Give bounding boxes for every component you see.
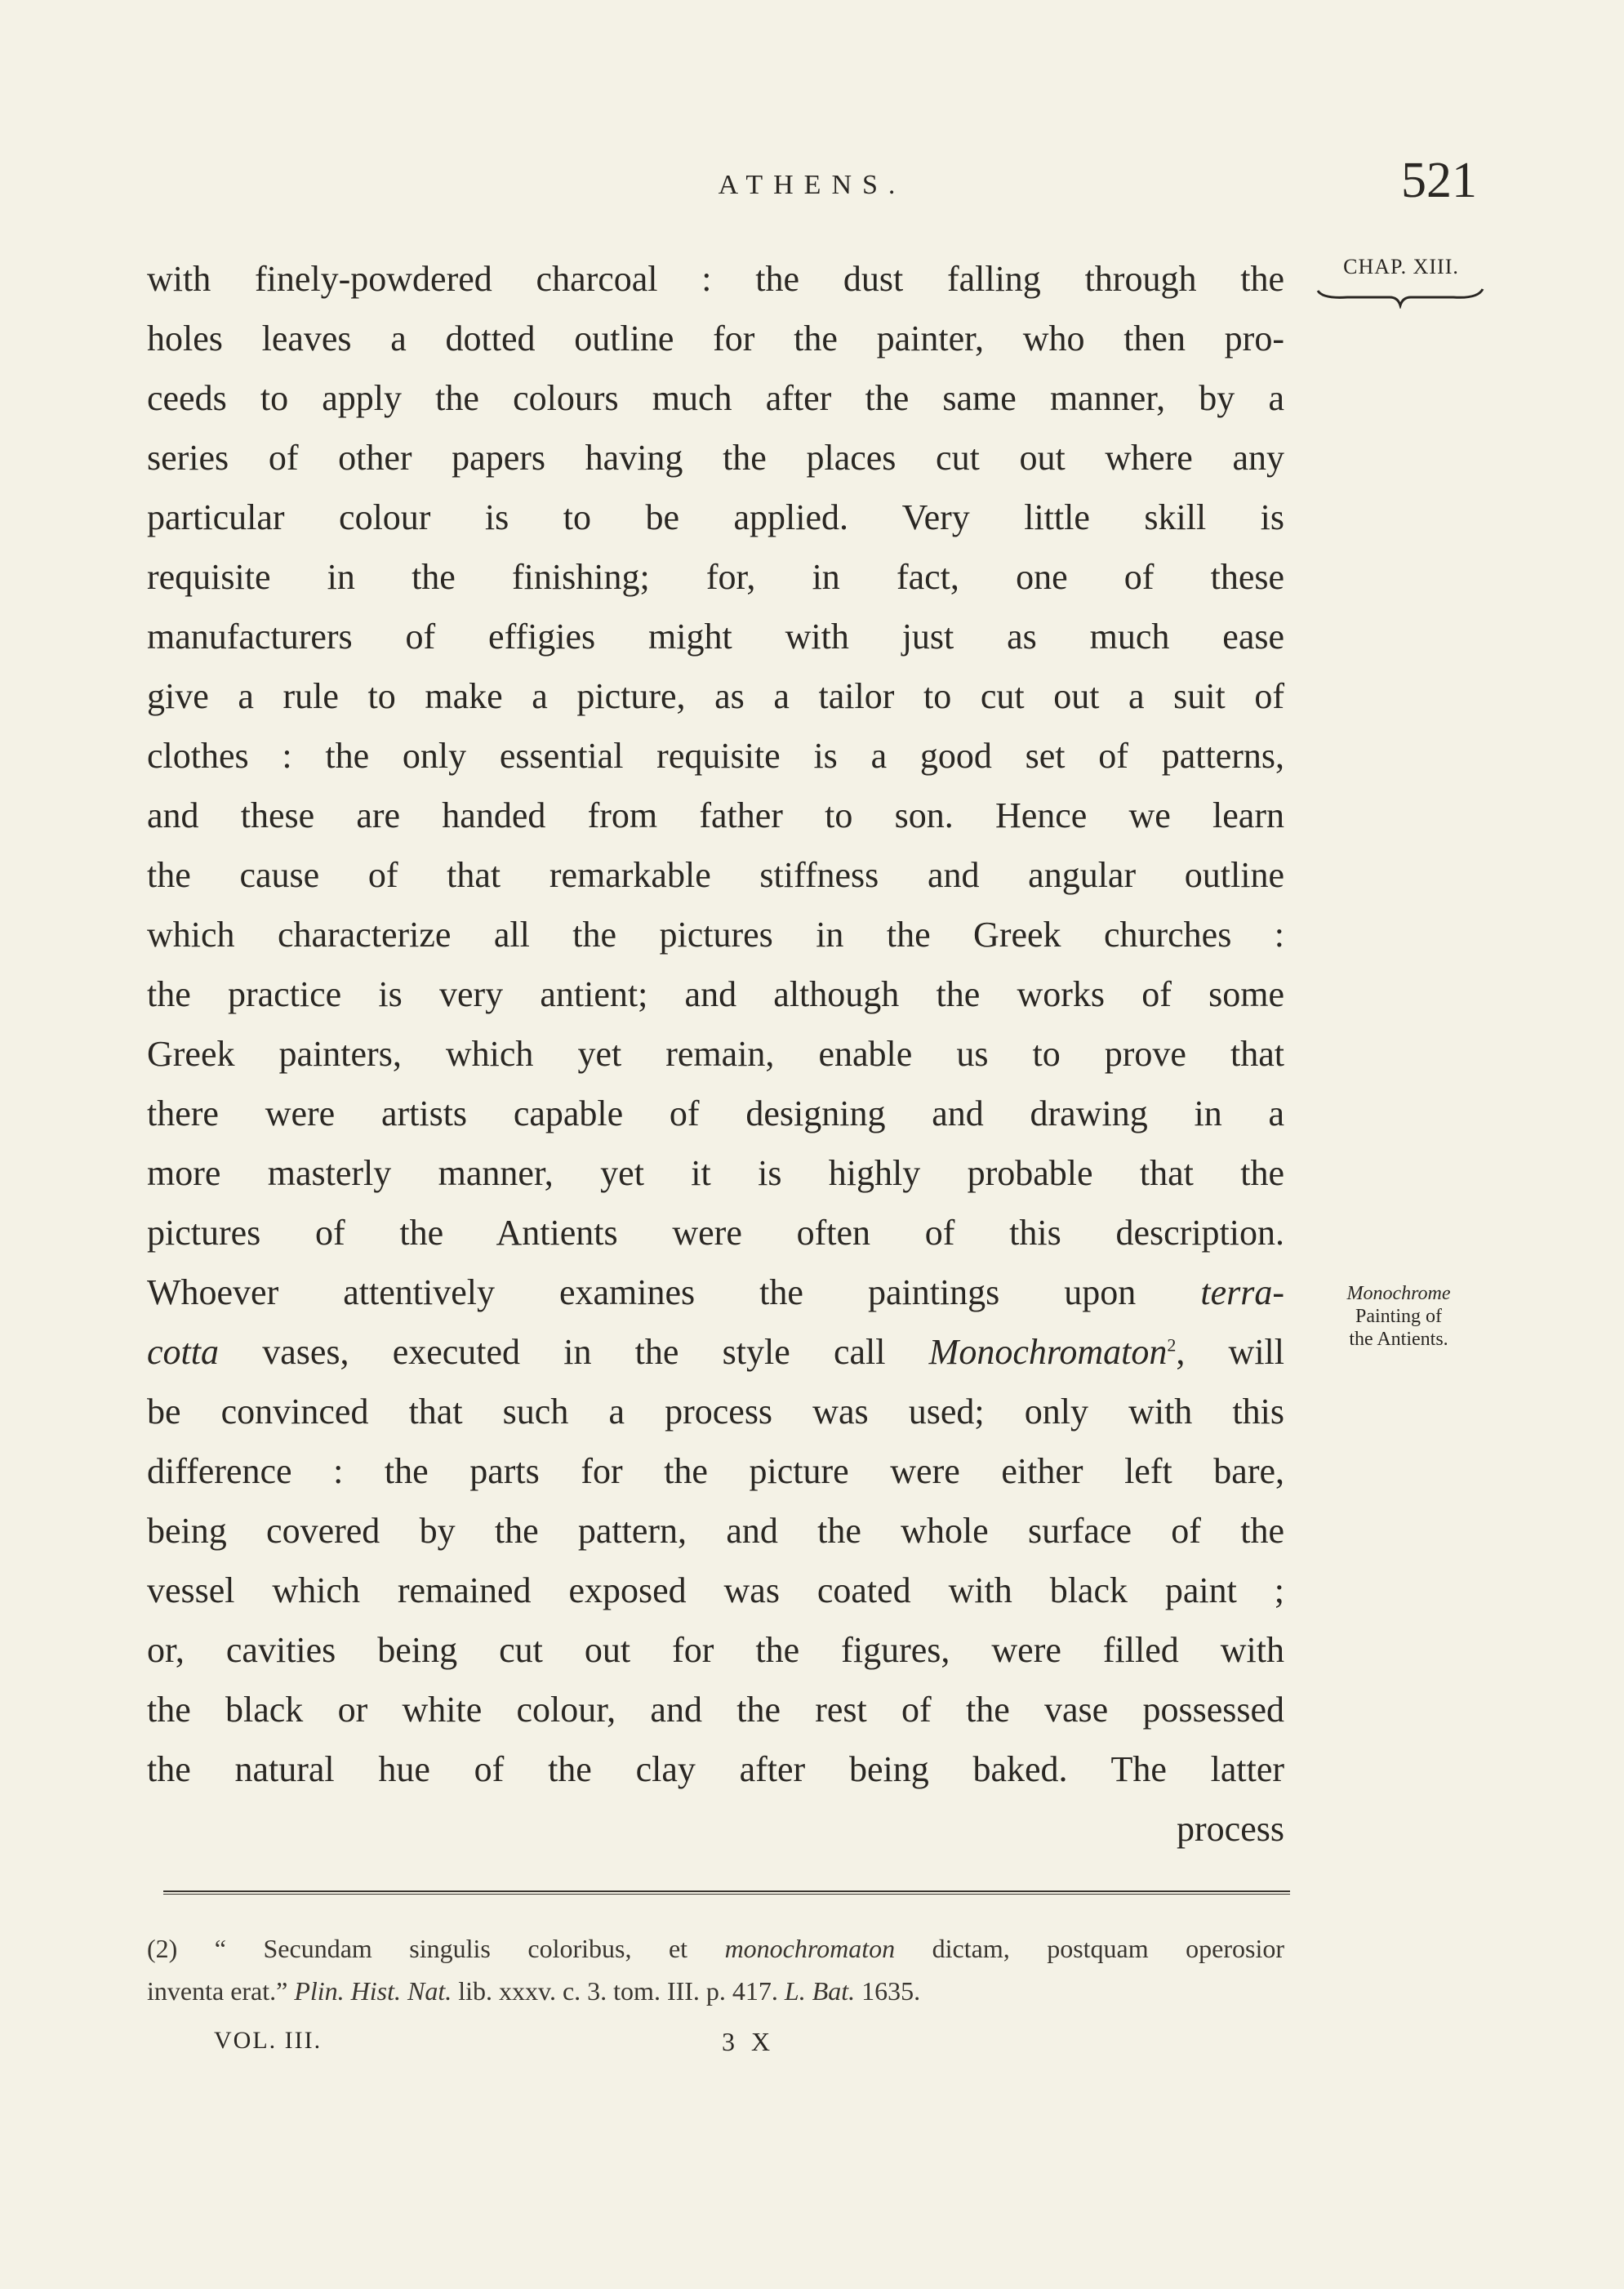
body-line-2: holes leaves a dotted outline for the painter, who then pro- — [147, 318, 1284, 358]
footnote-rule-lower — [163, 1894, 1290, 1895]
body-line-4: series of other papers having the places cut out where any — [147, 438, 1284, 478]
body-line-26: the natural hue of the clay after being baked. The latter — [147, 1749, 1284, 1789]
body-line-19-text-b: , will — [1176, 1332, 1284, 1372]
margin-note-line-1: Monochrome — [1346, 1283, 1451, 1304]
body-line-23: vessel which remained exposed was coated with black paint ; — [147, 1570, 1284, 1610]
footnote-line-2-text-b: lib. xxxv. c. 3. tom. III. p. 417. — [452, 1976, 785, 2006]
chapter-marker: CHAP. XIII. — [1343, 255, 1459, 278]
footnote-line-1-text-a: (2) “ Secundam singulis coloribus, et — [147, 1934, 725, 1963]
footnote-line-2-text-c: 1635. — [855, 1976, 921, 2006]
body-line-18-italic: terra- — [1200, 1272, 1284, 1312]
body-line-8: give a rule to make a picture, as a tailor to cut out a suit of — [147, 676, 1284, 716]
body-line-6: requisite in the finishing; for, in fact, one of these — [147, 557, 1284, 597]
running-head: ATHENS. — [718, 170, 906, 200]
body-line-13: the practice is very antient; and although the works of some — [147, 974, 1284, 1014]
body-line-22: being covered by the pattern, and the whole surface of the — [147, 1511, 1284, 1551]
body-line-7: manufacturers of effigies might with just as much ease — [147, 617, 1284, 657]
body-line-24: or, cavities being cut out for the figures, were filled with — [147, 1630, 1284, 1670]
catchword: process — [1177, 1809, 1284, 1849]
footnote-line-2-text-a: inventa erat.” — [147, 1976, 295, 2006]
body-line-20: be convinced that such a process was used; only with this — [147, 1392, 1284, 1432]
footnote-line-1-italic: monochromaton — [724, 1934, 896, 1963]
body-line-18 — [147, 1263, 1284, 1322]
volume-label: VOL. III. — [214, 2027, 323, 2054]
body-line-1: with finely-powdered charcoal : the dust falling through the — [147, 259, 1284, 299]
body-line-3: ceeds to apply the colours much after the same manner, by a — [147, 378, 1284, 418]
margin-note — [1306, 1282, 1491, 1351]
margin-note-line-3: the Antients. — [1349, 1329, 1448, 1350]
body-line-12: which characterize all the pictures in the Greek churches : — [147, 915, 1284, 955]
body-line-18-text: Whoever attentively examines the paintings upon — [147, 1272, 1201, 1312]
footnote-rule-upper — [163, 1890, 1290, 1892]
body-line-19-italic-b: Monochromaton — [928, 1332, 1168, 1372]
chapter-brace-icon — [1315, 284, 1486, 309]
footnote-rule — [163, 1890, 1290, 1895]
body-line-16: more masterly manner, yet it is highly probable that the — [147, 1153, 1284, 1193]
footnote-reference: 2 — [1167, 1334, 1177, 1356]
signature-mark: 3 X — [722, 2027, 776, 2056]
body-line-19-text-a: vases, executed in the style call — [218, 1332, 929, 1372]
footnote-line-2 — [147, 1970, 1284, 2012]
body-line-11: the cause of that remarkable stiffness and angular outline — [147, 855, 1284, 895]
footnote — [147, 1927, 1284, 2012]
body-line-17: pictures of the Antients were often of this description. — [147, 1213, 1284, 1253]
footnote-line-1-text-b: dictam, postquam operosior — [895, 1934, 1285, 1963]
body-line-25: the black or white colour, and the rest of the vase possessed — [147, 1690, 1284, 1730]
body-line-14: Greek painters, which yet remain, enable us to prove that — [147, 1034, 1284, 1074]
body-line-19-italic-a: cotta — [147, 1332, 219, 1372]
body-line-5: particular colour is to be applied. Very little skill is — [147, 497, 1284, 537]
footnote-line-1 — [147, 1927, 1284, 1970]
footnote-line-2-italic-a: Plin. Hist. Nat. — [294, 1976, 452, 2006]
body-line-10: and these are handed from father to son. Hence we learn — [147, 795, 1284, 835]
body-text — [147, 249, 1284, 1859]
body-line-9: clothes : the only essential requisite is a good set of patterns, — [147, 736, 1284, 776]
page-number: 521 — [1401, 153, 1477, 208]
body-line-15: there were artists capable of designing and drawing in a — [147, 1093, 1284, 1133]
footnote-line-2-italic-b: L. Bat. — [784, 1976, 856, 2006]
margin-note-line-2: Painting of — [1355, 1306, 1442, 1327]
body-line-21: difference : the parts for the picture were either left bare, — [147, 1451, 1284, 1491]
body-line-19 — [147, 1322, 1284, 1382]
